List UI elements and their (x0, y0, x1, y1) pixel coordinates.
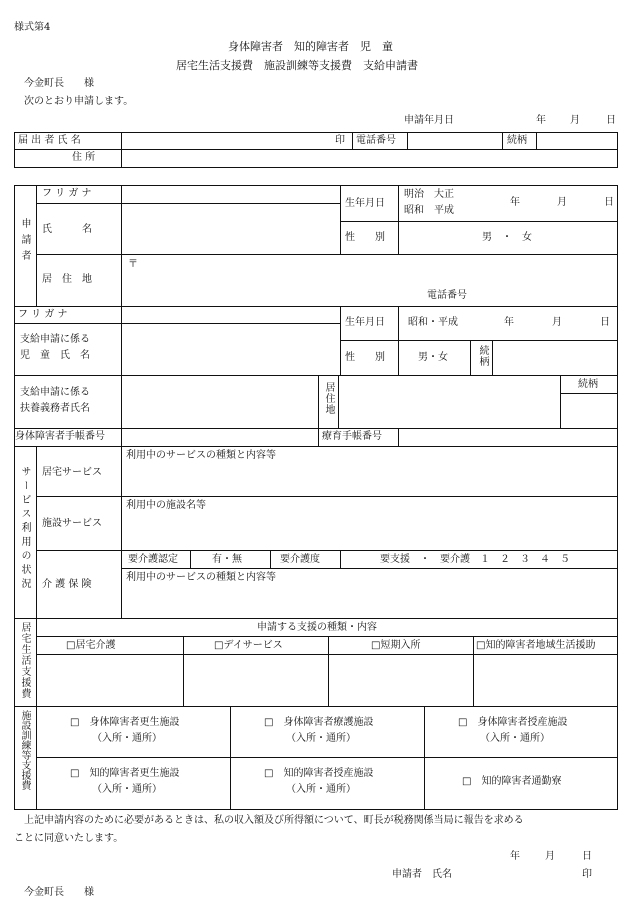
child-era: 昭和・平成 (408, 317, 458, 328)
reporter-address-label: 住 所 (72, 152, 96, 163)
guardian-residence-label: 居住地 (323, 382, 334, 415)
applicant-birth-label: 生年月日 (345, 198, 385, 209)
care-insurance-label: 介 護 保 険 (42, 579, 92, 590)
physical-rehab-facility-checkbox[interactable]: □ 身体障害者更生施設 (70, 717, 180, 728)
title-line-1: 身体障害者 知的障害者 児 童 (228, 40, 393, 53)
form-number: 様式第4 (14, 22, 51, 33)
reporter-phone-label: 電話番号 (356, 135, 396, 146)
applicant-sex-label: 性 別 (345, 232, 385, 243)
physical-care-facility-checkbox[interactable]: □ 身体障害者療護施設 (264, 717, 374, 728)
postal-mark: 〒 (128, 259, 138, 270)
footer-seal: 印 (582, 869, 592, 880)
applicant-sex-options[interactable]: 男 ・ 女 (482, 232, 532, 243)
home-support-section-label: 居宅生活支援費 (19, 622, 30, 699)
home-care-checkbox[interactable]: □居宅介護 (66, 640, 116, 651)
home-service-note: 利用中のサービスの種類と内容等 (126, 450, 276, 461)
home-service-label: 居宅サービス (42, 467, 102, 478)
footer-year: 年 (510, 851, 520, 862)
applicant-birth-year: 年 (510, 197, 520, 208)
reporter-seal: 印 (335, 135, 345, 146)
guardian-name-label-1: 支給申請に係る (20, 387, 90, 398)
applicant-birth-month: 月 (557, 197, 567, 208)
title-line-2: 居宅生活支援費 施設訓練等支援費 支給申請書 (176, 59, 418, 72)
intro-text: 次のとおり申請します。 (24, 96, 134, 107)
addressee: 今金町長 様 (24, 78, 94, 89)
physical-work-facility-sub: （入所・通所） (480, 733, 550, 744)
guardian-name-label-2: 扶養義務者氏名 (20, 403, 90, 414)
child-name-label-2: 児 童 氏 名 (20, 350, 90, 361)
care-cert-label: 要介護認定 (128, 554, 178, 565)
applicant-birth-day: 日 (604, 197, 614, 208)
reporter-name-label: 届 出 者 氏 名 (18, 135, 81, 146)
child-sex-label: 性 別 (345, 352, 385, 363)
applicant-name-label: 氏 名 (42, 224, 92, 235)
apply-date-label: 申請年月日 (404, 115, 454, 126)
services-section-label: サービス利用の状況 (19, 466, 30, 592)
intellectual-work-facility-sub: （入所・通所） (286, 784, 356, 795)
facility-support-section-label: 施設訓練等支援費 (19, 710, 30, 790)
child-birth-day: 日 (600, 317, 610, 328)
physical-notebook-label: 身体障害者手帳番号 (15, 431, 105, 442)
applicant-section-label: 申請者 (19, 218, 30, 266)
care-yesno[interactable]: 有・無 (212, 554, 242, 565)
applicant-era-2: 昭和 平成 (404, 205, 454, 216)
day-service-checkbox[interactable]: □デイサービス (214, 640, 283, 651)
child-furigana-label: フ リ ガ ナ (18, 309, 68, 320)
guardian-relation-label: 続柄 (578, 379, 598, 390)
intellectual-rehab-facility-sub: （入所・通所） (92, 784, 162, 795)
applicant-era-1: 明治 大正 (404, 189, 454, 200)
apply-month: 月 (570, 115, 580, 126)
consent-text-2: ことに同意いたします。 (14, 833, 124, 844)
care-level-options[interactable]: 要支援 ・ 要介護 １ ２ ３ ４ ５ (380, 554, 570, 565)
intellectual-work-facility-checkbox[interactable]: □ 知的障害者授産施設 (264, 768, 374, 779)
apply-day: 日 (606, 115, 616, 126)
community-living-checkbox[interactable]: □知的障害者地域生活援助 (476, 640, 596, 651)
reporter-relation-label: 続柄 (507, 135, 527, 146)
footer-month: 月 (545, 851, 555, 862)
physical-care-facility-sub: （入所・通所） (286, 733, 356, 744)
footer-addressee: 今金町長 様 (24, 887, 94, 898)
intellectual-rehab-facility-checkbox[interactable]: □ 知的障害者更生施設 (70, 768, 180, 779)
rehab-notebook-label: 療育手帳番号 (322, 431, 382, 442)
physical-work-facility-checkbox[interactable]: □ 身体障害者授産施設 (458, 717, 568, 728)
intellectual-commuter-dorm-checkbox[interactable]: □ 知的障害者通勤寮 (462, 776, 562, 787)
footer-day: 日 (582, 851, 592, 862)
reporter-name-field[interactable] (130, 136, 325, 146)
child-birth-month: 月 (552, 317, 562, 328)
child-relation-label: 続柄 (477, 345, 488, 367)
apply-year: 年 (536, 115, 546, 126)
care-level-label: 要介護度 (280, 554, 320, 565)
child-sex-options[interactable]: 男・女 (418, 352, 448, 363)
physical-rehab-facility-sub: （入所・通所） (92, 733, 162, 744)
consent-text-1: 上記申請内容のために必要があるときは、私の収入額及び所得額について、町長が税務関係当局に報告を求める (24, 815, 524, 826)
applicant-furigana-label: フ リ ガ ナ (42, 188, 92, 199)
care-service-note: 利用中のサービスの種類と内容等 (126, 572, 276, 583)
facility-service-note: 利用中の施設名等 (126, 500, 206, 511)
home-support-header: 申請する支援の種類・内容 (257, 622, 377, 633)
short-stay-checkbox[interactable]: □短期入所 (371, 640, 421, 651)
child-name-label-1: 支給申請に係る (20, 334, 90, 345)
applicant-phone-label: 電話番号 (427, 290, 467, 301)
applicant-residence-label: 居 住 地 (42, 274, 92, 285)
child-birth-label: 生年月日 (345, 317, 385, 328)
child-birth-year: 年 (504, 317, 514, 328)
footer-applicant-name-label: 申請者 氏名 (392, 869, 452, 880)
facility-service-label: 施設サービス (42, 518, 102, 529)
